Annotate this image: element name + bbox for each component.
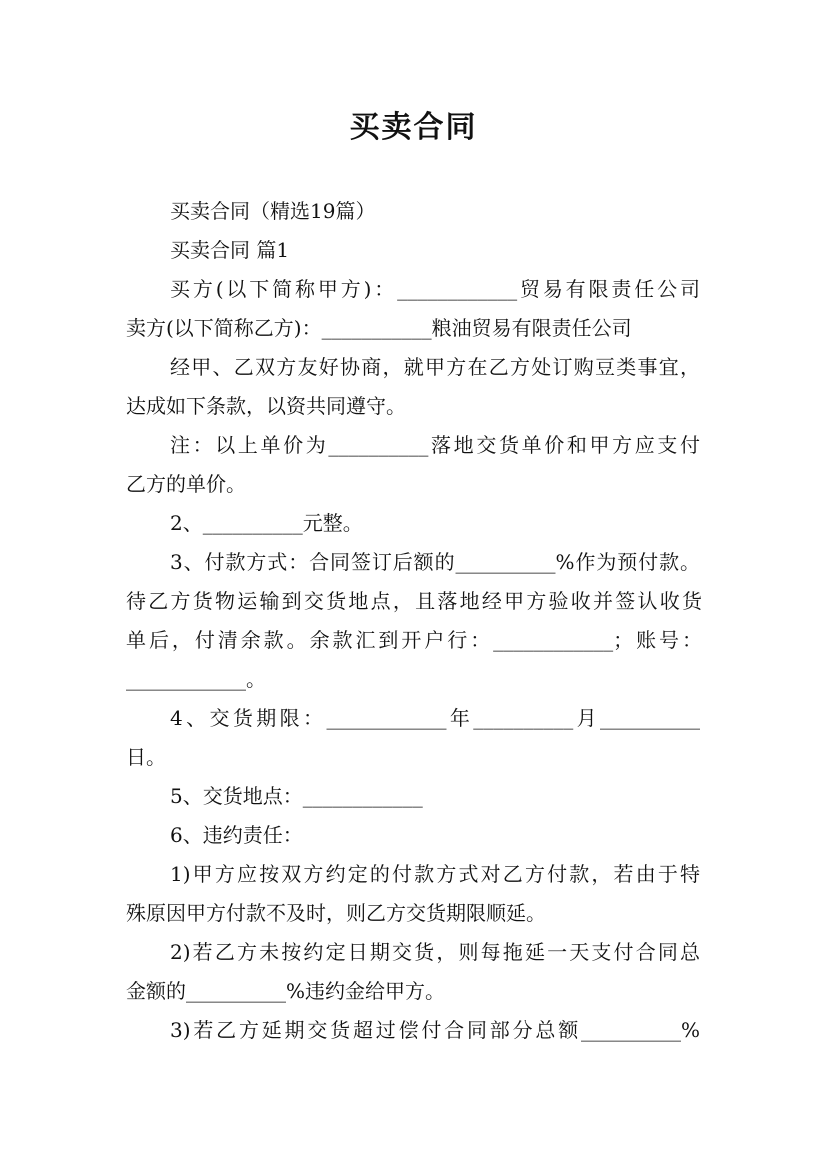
paragraph-line: 达成如下条款，以资共同遵守。 (126, 394, 406, 418)
doc-subtitle: 买卖合同（精选19篇） (170, 199, 376, 223)
paragraph-line: 待乙方货物运输到交货地点，且落地经甲方验收并签认收货 (126, 589, 702, 613)
paragraph-line: 经甲、乙双方友好协商，就甲方在乙方处订购豆类事宜， (170, 355, 700, 379)
clause-6: 6、违约责任： (170, 823, 303, 847)
sub-clause-2: 2)若乙方未按约定日期交货，则每拖延一天支付合同总 (170, 940, 700, 964)
sub-clause-3: 3)若乙方延期交货超过偿付合同部分总额__________% (170, 1018, 700, 1042)
paragraph-line: ____________。 (126, 667, 266, 691)
section-heading: 买卖合同 篇1 (170, 238, 290, 262)
paragraph-line: 注：以上单价为__________落地交货单价和甲方应支付 (170, 433, 700, 457)
clause-3: 3、付款方式：合同签订后额的__________%作为预付款。 (170, 550, 700, 574)
paragraph-line: 日。 (126, 745, 166, 769)
clause-5: 5、交货地点：____________ (170, 784, 423, 808)
document-title: 买卖合同 (349, 110, 478, 145)
clause-4: 4、交货期限：____________年__________月__________ (170, 706, 700, 730)
paragraph-line: 金额的__________%违约金给甲方。 (126, 979, 446, 1003)
sub-clause-1: 1)甲方应按双方约定的付款方式对乙方付款，若由于特 (170, 862, 700, 886)
buyer-line: 买方(以下简称甲方)：____________贸易有限责任公司 (170, 277, 700, 301)
paragraph-line: 单后，付清余款。余款汇到开户行：____________；账号： (126, 628, 702, 652)
seller-line: 卖方(以下简称乙方)：___________粮油贸易有限责任公司 (126, 316, 632, 340)
paragraph-line: 乙方的单价。 (126, 472, 246, 496)
paragraph-line: 殊原因甲方付款不及时，则乙方交货期限顺延。 (126, 901, 546, 925)
clause-2: 2、__________元整。 (170, 511, 363, 535)
